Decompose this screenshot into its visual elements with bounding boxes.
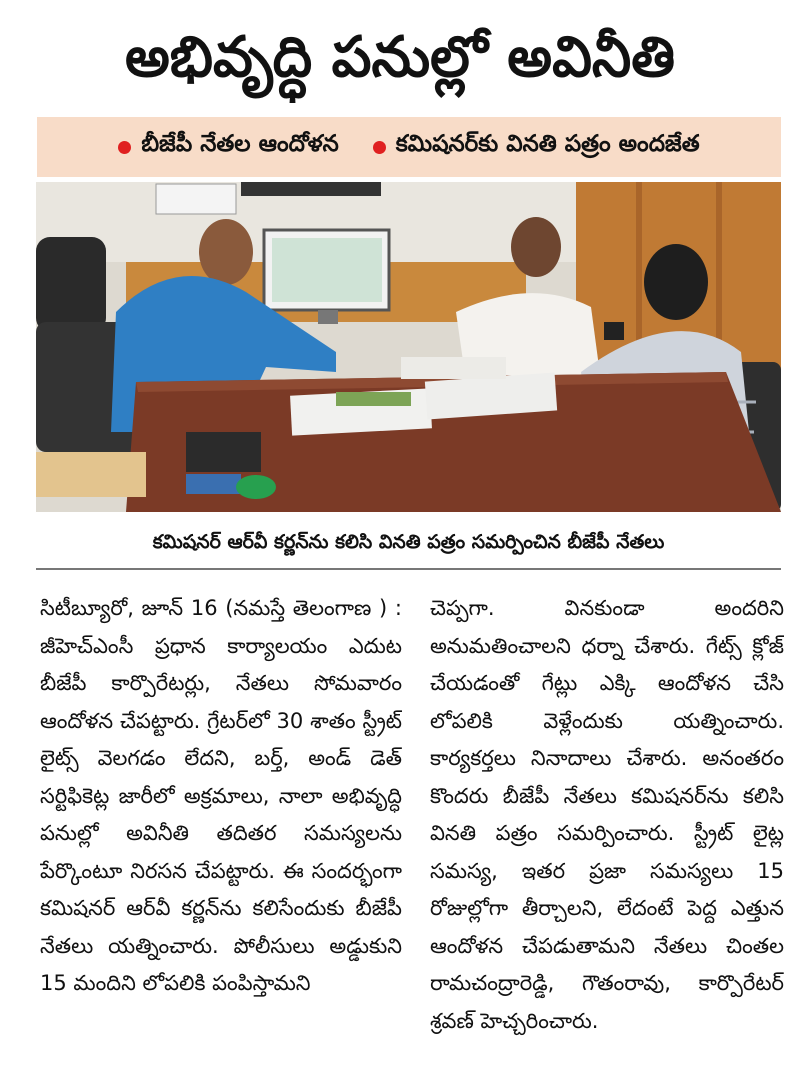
photo-caption: కమిషనర్ ఆర్‌వీ కర్ణన్‌ను కలిసి వినతి పత్రం సమర్పించిన బీజేపీ నేతలు: [152, 531, 665, 553]
article-body-column-right: చెప్పగా. వినకుండా అందరిని అనుమతించాలని ధర్నా చేశారు. గేట్స్ క్లోజ్ చేయడంతో గేట్లు ఎక్కి ఆందోళన చేసి లోపలికి వెళ్లేందుకు యత్నించారు. కార్యకర్తలు నినాదాలు చేశారు. అనంతరం కొందరు బీజేపీ నేతలు కమిషనర్‌ను కలిసి వినతి పత్రం సమర్పించారు. స్ట్రీట్ లైట్ల సమస్య, ఇతర ప్రజా సమస్యలు 15 రోజుల్లోగా తీర్చాలని, లేదంటే పెద్ద ఎత్తున ఆందోళన చేపడుతామని నేతలు చింతల రామచంద్రారెడ్డి, గౌతంరావు, కార్పొరేటర్ శ్రవణ్ హెచ్చరించారు.: [430, 596, 784, 1033]
bullet-icon: [373, 141, 386, 154]
bullet-icon: [118, 141, 131, 154]
news-photo: [36, 182, 781, 512]
subhead-text: బీజేపీ నేతల ఆందోళన: [141, 131, 339, 157]
subhead-text: కమిషనర్‌కు వినతి పత్రం అందజేత: [395, 131, 700, 157]
article-body-column-left: సిటీబ్యూరో, జూన్ 16 (నమస్తే తెలంగాణ ) : జీహెచ్ఎంసీ ప్రధాన కార్యాలయం ఎదుట బీజేపీ కార్పొరేటర్లు, నేతలు సోమవారం ఆందోళన చేపట్టారు. గ్రేటర్‌లో 30 శాతం స్ట్రీట్ లైట్స్ వెలగడం లేదని, బర్త్, అండ్ డెత్ సర్టిఫికెట్ల జారీలో అక్రమాలు, నాలా అభివృద్ధి పనుల్లో అవినీతి తదితర సమస్యలను పేర్కొంటూ నిరసన చేపట్టారు. ఈ సందర్భంగా కమిషనర్ ఆర్‌వీ కర్ణన్‌ను కలిసేందుకు బీజేపీ నేతలు యత్నించారు. పోలీసులు అడ్డుకుని 15 మందిని లోపలికి పంపిస్తామని: [40, 596, 402, 995]
divider: [36, 568, 781, 570]
subhead-item: [373, 131, 700, 163]
headline: అభివృద్ధి పనుల్లో అవినీతి: [124, 25, 676, 90]
subhead-item: [118, 131, 338, 163]
photo-illustration: [36, 182, 781, 512]
subhead-bar: [37, 117, 781, 177]
